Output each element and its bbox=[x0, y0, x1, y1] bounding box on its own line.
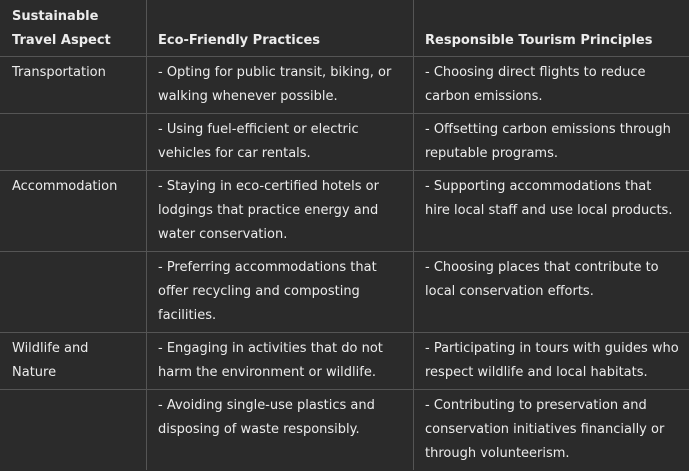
table-cell-practice: - Staying in eco-certified hotels or lodgings that practice energy and water conservation. bbox=[147, 171, 414, 252]
table-cell-practice: - Using fuel-efficient or electric vehicles for car rentals. bbox=[147, 114, 414, 171]
table-cell-aspect: Wildlife and Nature bbox=[1, 333, 147, 390]
table-cell-practice: - Engaging in activities that do not harm the environment or wildlife. bbox=[147, 333, 414, 390]
table-cell-aspect bbox=[1, 252, 147, 333]
table-cell-principle: - Choosing places that contribute to local conservation efforts. bbox=[414, 252, 689, 333]
table-row bbox=[1, 252, 689, 333]
table-cell-principle: - Participating in tours with guides who respect wildlife and local habitats. bbox=[414, 333, 689, 390]
table-cell-aspect: Accommodation bbox=[1, 171, 147, 252]
header-responsible-principles: Responsible Tourism Principles bbox=[414, 1, 689, 57]
table-header-row bbox=[1, 1, 689, 57]
table-cell-aspect bbox=[1, 114, 147, 171]
header-eco-practices: Eco-Friendly Practices bbox=[147, 1, 414, 57]
table-row bbox=[1, 171, 689, 252]
table-cell-practice: - Opting for public transit, biking, or walking whenever possible. bbox=[147, 57, 414, 114]
table-row bbox=[1, 390, 689, 471]
table-cell-principle: - Contributing to preservation and conservation initiatives financially or through volunteerism. bbox=[414, 390, 689, 471]
table-cell-principle: - Choosing direct flights to reduce carbon emissions. bbox=[414, 57, 689, 114]
table-row bbox=[1, 57, 689, 114]
table-cell-aspect: Transportation bbox=[1, 57, 147, 114]
table-cell-practice: - Preferring accommodations that offer recycling and composting facilities. bbox=[147, 252, 414, 333]
table-row bbox=[1, 333, 689, 390]
table-row bbox=[1, 114, 689, 171]
table-cell-principle: - Supporting accommodations that hire local staff and use local products. bbox=[414, 171, 689, 252]
table-cell-aspect bbox=[1, 390, 147, 471]
table-cell-practice: - Avoiding single-use plastics and disposing of waste responsibly. bbox=[147, 390, 414, 471]
header-aspect: Sustainable Travel Aspect bbox=[1, 1, 147, 57]
table-cell-principle: - Offsetting carbon emissions through reputable programs. bbox=[414, 114, 689, 171]
